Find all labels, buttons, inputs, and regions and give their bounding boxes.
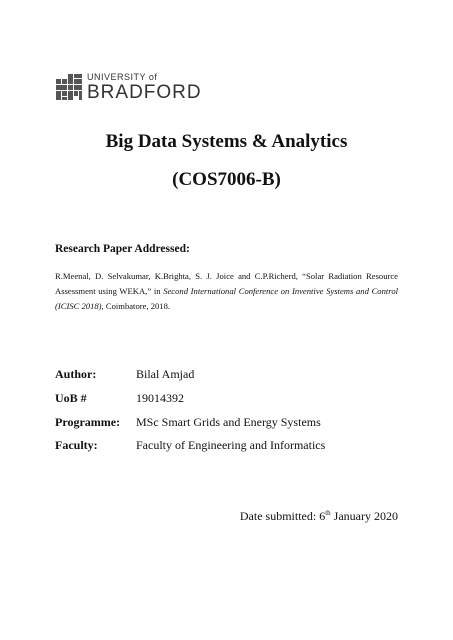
course-code: (COS7006-B) (172, 169, 281, 190)
author-value: Bilal Amjad (136, 367, 195, 381)
author-row (55, 367, 194, 382)
research-paper-heading: Research Paper Addressed: (55, 243, 190, 255)
citation-suffix: , Coimbatore, 2018. (101, 301, 171, 311)
university-logo (55, 72, 202, 102)
programme-label: Programme: (55, 415, 121, 429)
faculty-value: Faculty of Engineering and Informatics (136, 438, 326, 452)
citation-authors: R.Meenal, D. Selvakumar, K.Brighta, S. J. Joice and C.P.Richerd, “Solar Radiation Resource Assessment using WEKA,” in (55, 271, 398, 296)
university-crest-icon (55, 73, 83, 101)
programme-value: MSc Smart Grids and Energy Systems (136, 415, 321, 429)
faculty-row (55, 438, 325, 453)
uob-row (55, 391, 184, 406)
date-ordinal: th (325, 509, 331, 517)
date-suffix: January 2020 (330, 509, 398, 523)
date-submitted (240, 509, 398, 524)
logo-wordmark (87, 73, 202, 102)
course-title: Big Data Systems & Analytics (105, 131, 348, 152)
date-prefix: Date submitted: 6 (239, 509, 326, 523)
logo-line-university: UNIVERSITY of (87, 71, 158, 82)
programme-row (55, 415, 321, 430)
citation-venue: Second International Conference on Inventive Systems and Control (ICISC 2018) (55, 286, 398, 311)
logo-line-bradford: BRADFORD (87, 81, 202, 103)
paper-citation (55, 269, 398, 314)
author-label: Author: (55, 367, 97, 381)
faculty-label: Faculty: (55, 438, 98, 452)
uob-label: UoB # (55, 391, 87, 405)
uob-value: 19014392 (136, 391, 184, 405)
